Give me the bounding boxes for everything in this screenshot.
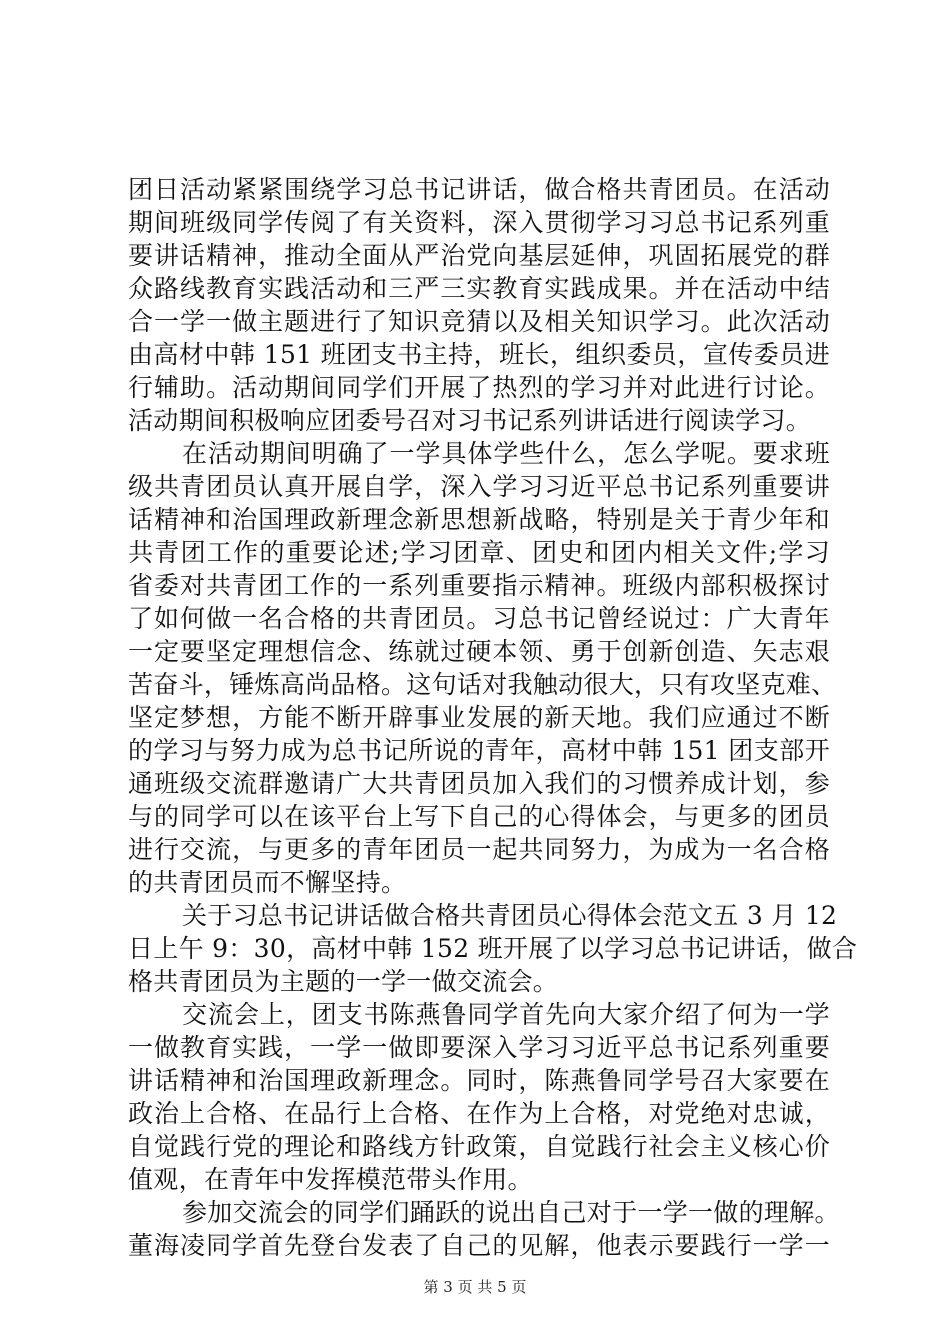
text-line: 一定要坚定理想信念、练就过硬本领、勇于创新创造、矢志艰 — [128, 637, 830, 666]
text-line: 日上午 9：30，高材中韩 152 班开展了以学习总书记讲话，做合 — [128, 934, 858, 963]
text-line: 级共青团员认真开展自学，深入学习习近平总书记系列重要讲 — [128, 472, 830, 501]
text-line: 话精神和治国理政新理念新思想新战略，特别是关于青少年和 — [128, 505, 830, 534]
text-line: 坚定梦想，方能不断开辟事业发展的新天地。我们应通过不断 — [128, 703, 830, 732]
text-line: 值观，在青年中发挥模范带头作用。 — [128, 1165, 533, 1194]
text-line: 在活动期间明确了一学具体学些什么，怎么学呢。要求班 — [182, 439, 830, 468]
text-line: 自觉践行党的理论和路线方针政策，自觉践行社会主义核心价 — [128, 1132, 830, 1161]
text-line: 政治上合格、在品行上合格、在作为上合格，对党绝对忠诚， — [128, 1099, 830, 1128]
text-line: 的学习与努力成为总书记所说的青年，高材中韩 151 团支部开 — [128, 736, 830, 765]
text-line: 期间班级同学传阅了有关资料，深入贯彻学习习总书记系列重 — [128, 208, 830, 237]
text-line: 合一学一做主题进行了知识竞猜以及相关知识学习。此次活动 — [128, 307, 830, 336]
text-line: 与的同学可以在该平台上写下自己的心得体会，与更多的团员 — [128, 802, 830, 831]
text-line: 进行交流，与更多的青年团员一起共同努力，为成为一名合格 — [128, 835, 830, 864]
text-line: 通班级交流群邀请广大共青团员加入我们的习惯养成计划，参 — [128, 769, 830, 798]
text-line: 讲话精神和治国理政新理念。同时，陈燕鲁同学号召大家要在 — [128, 1066, 830, 1095]
text-line: 团日活动紧紧围绕学习总书记讲话，做合格共青团员。在活动 — [128, 175, 830, 204]
page-footer: 第 3 页 共 5 页 — [423, 1278, 527, 1296]
text-line: 行辅助。活动期间同学们开展了热烈的学习并对此进行讨论。 — [128, 373, 830, 402]
text-line: 要讲话精神，推动全面从严治党向基层延伸，巩固拓展党的群 — [128, 241, 830, 270]
text-line: 众路线教育实践活动和三严三实教育实践成果。并在活动中结 — [128, 274, 830, 303]
document-body — [128, 173, 858, 1262]
text-line: 一做教育实践，一学一做即要深入学习习近平总书记系列重要 — [128, 1033, 830, 1062]
text-line: 关于习总书记讲话做合格共青团员心得体会范文五 3 月 12 — [182, 901, 838, 930]
text-line: 活动期间积极响应团委号召对习书记系列讲话进行阅读学习。 — [128, 406, 812, 435]
text-line: 了如何做一名合格的共青团员。习总书记曾经说过：广大青年 — [128, 604, 830, 633]
text-line: 参加交流会的同学们踊跃的说出自己对于一学一做的理解。 — [182, 1198, 840, 1227]
text-line: 交流会上，团支书陈燕鲁同学首先向大家介绍了何为一学 — [182, 1000, 830, 1029]
text-line: 的共青团员而不懈坚持。 — [128, 868, 407, 897]
text-line: 共青团工作的重要论述;学习团章、团史和团内相关文件;学习 — [128, 538, 830, 567]
text-line: 苦奋斗，锤炼高尚品格。这句话对我触动很大，只有攻坚克难、 — [128, 670, 837, 699]
text-line: 格共青团员为主题的一学一做交流会。 — [128, 967, 559, 996]
text-line: 由高材中韩 151 班团支书主持，班长，组织委员，宣传委员进 — [128, 340, 830, 369]
text-line: 省委对共青团工作的一系列重要指示精神。班级内部积极探讨 — [128, 571, 830, 600]
text-line: 董海凌同学首先登台发表了自己的见解，他表示要践行一学一 — [128, 1231, 830, 1260]
